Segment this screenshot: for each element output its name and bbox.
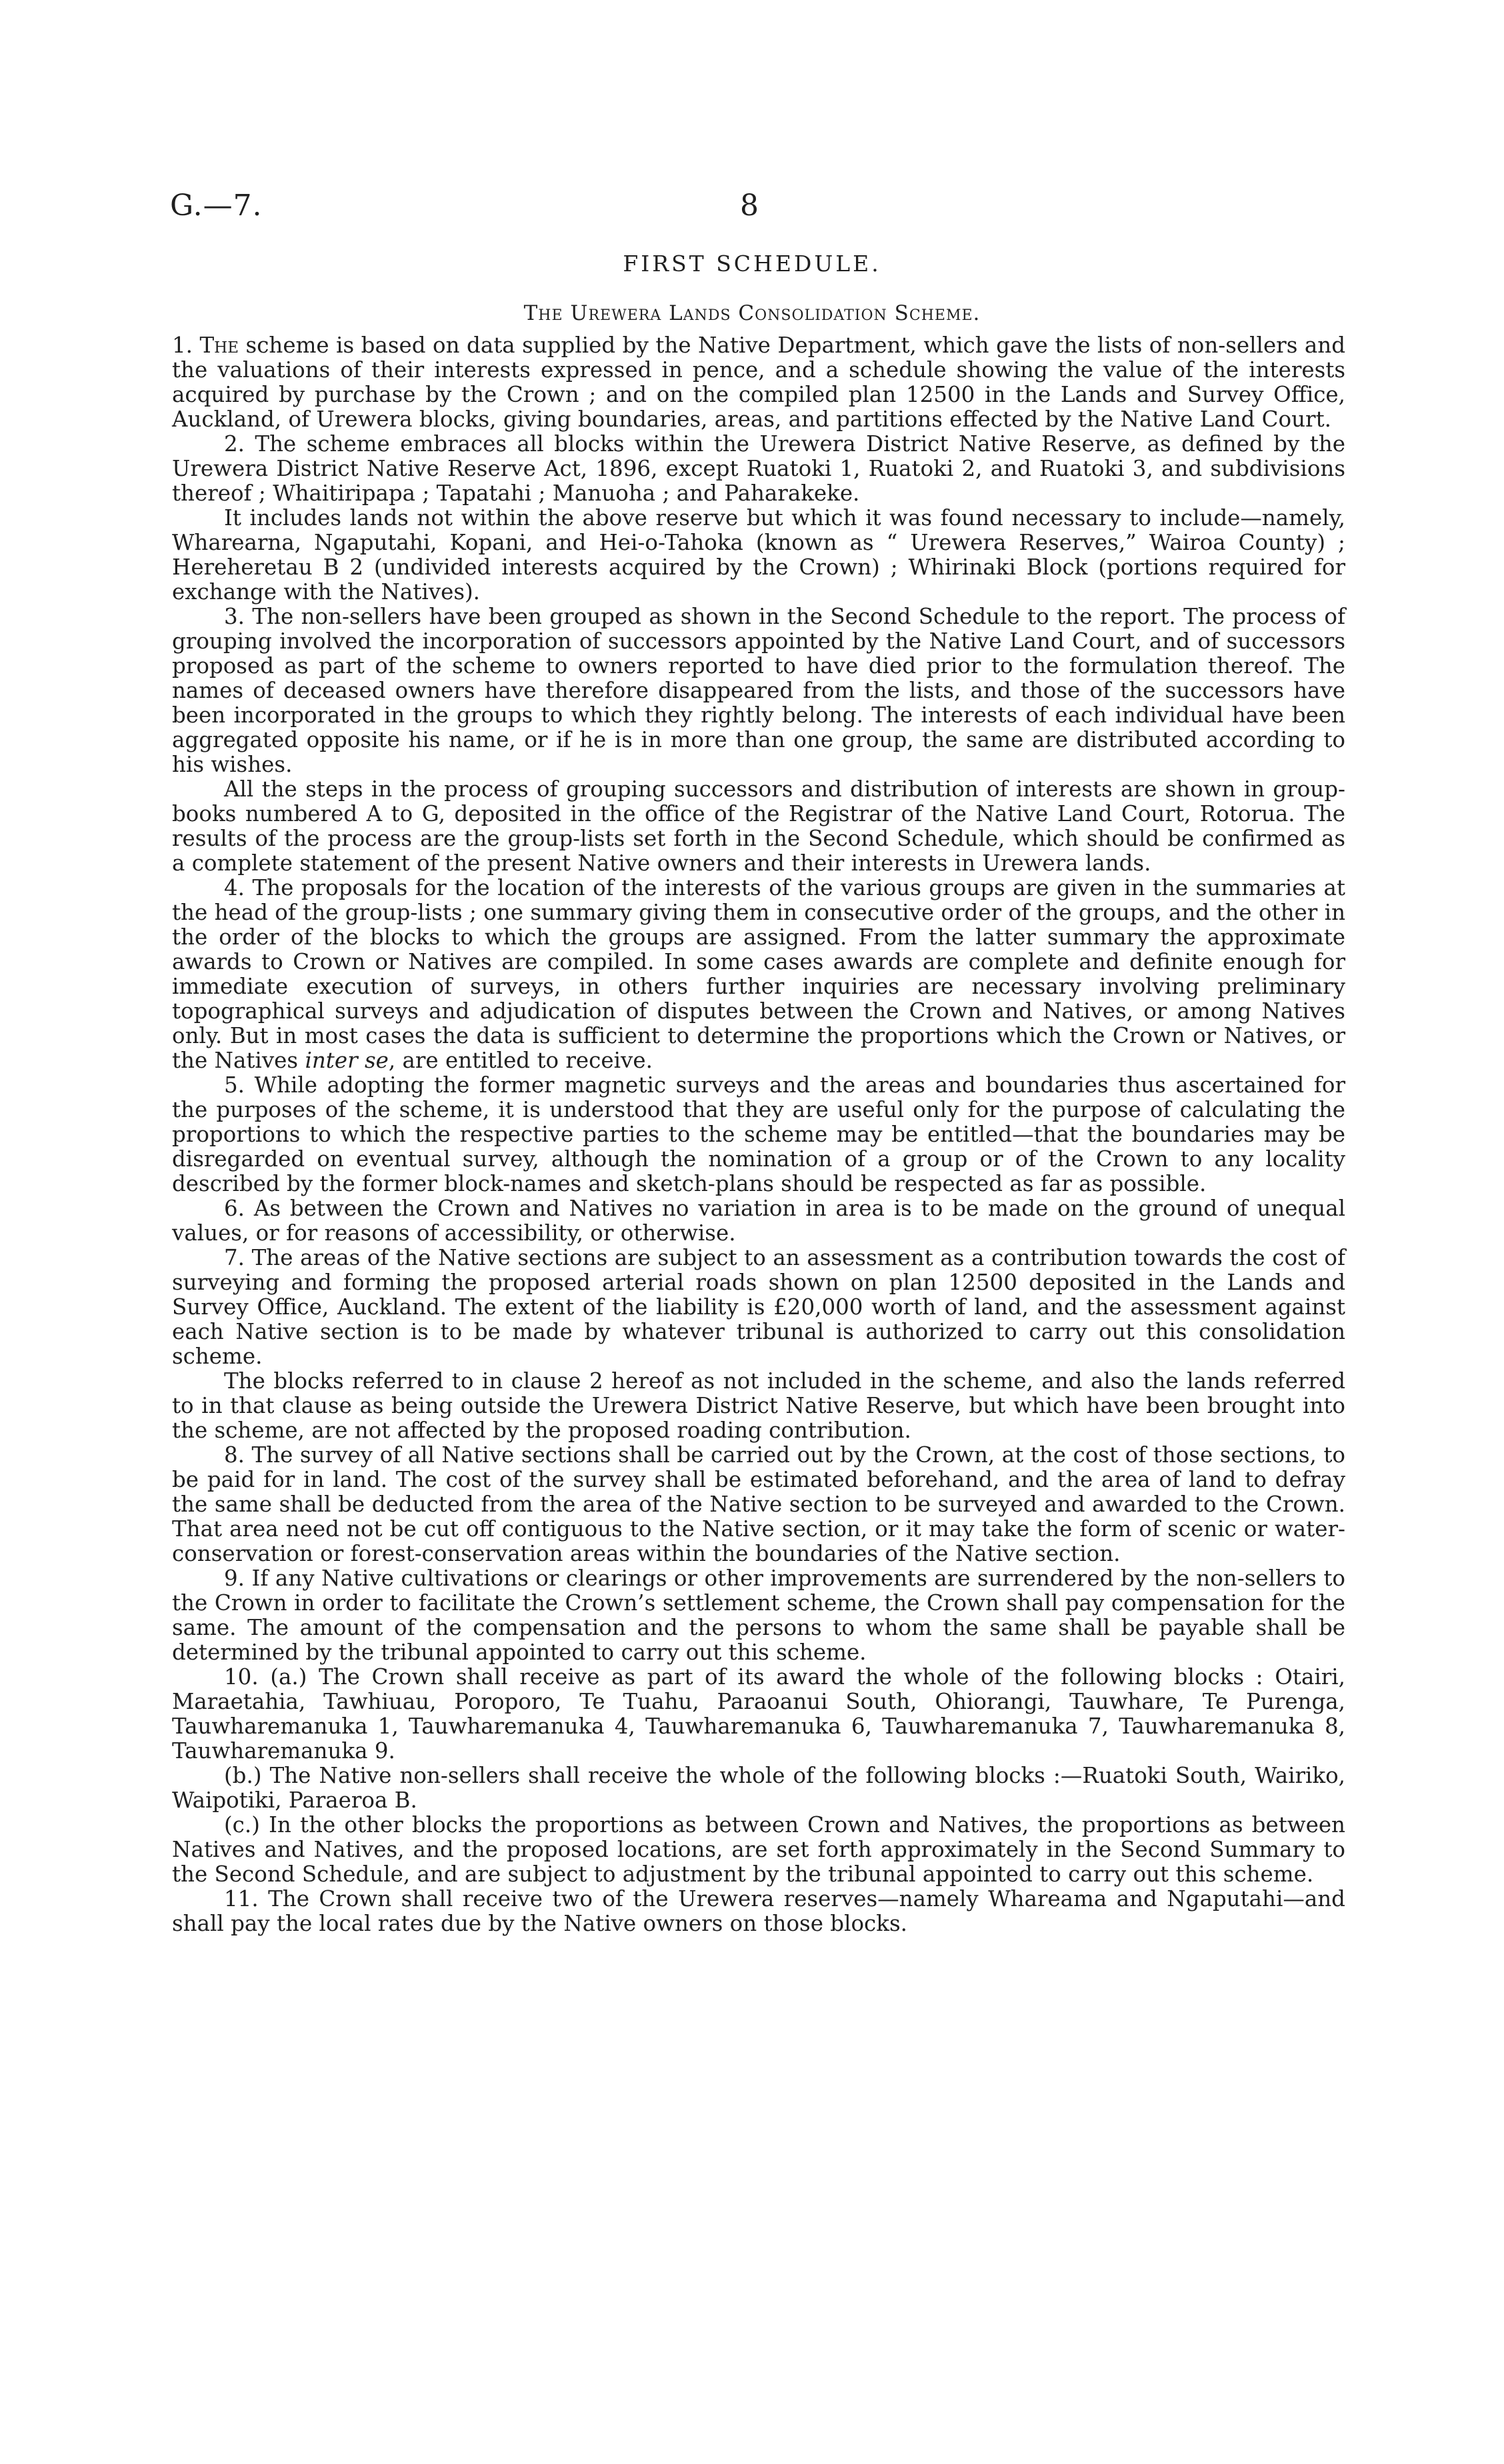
page-number: 8: [740, 189, 759, 223]
paragraph-2-continued: It includes lands not within the above reserve but which it was found necessary to include—namely, Wharearna, Ngaputahi, Kopani, and Hei-o-Tahoka (known as “ Urewera Reserves,” Wairoa County) ; Hereheretau B 2 (undivided interests acquired by the Crown) ; Whirinaki Block (portions required for exchange with the Natives).: [172, 505, 1345, 605]
paragraph-7-continued: The blocks referred to in clause 2 hereof as not included in the scheme, and also the lands referred to in that clause as being outside the Urewera District Native Reserve, but which have been brought into the scheme, are not affected by the proposed roading contribution.: [172, 1368, 1345, 1443]
paragraph-2: 2. The scheme embraces all blocks within the Urewera District Native Reserve, as defined by the Urewera District Native Reserve Act, 1896, except Ruatoki 1, Ruatoki 2, and Ruatoki 3, and subdivisions thereof ; Whaitiripapa ; Tapatahi ; Manuoha ; and Paharakeke.: [172, 431, 1345, 506]
paragraph-8: 8. The survey of all Native sections shall be carried out by the Crown, at the cost of those sections, to be paid for in land. The cost of the survey shall be estimated beforehand, and the area of land to defray the same shall be deducted from the area of the Native section to be surveyed and awarded to the Crown. That area need not be cut off contiguous to the Native section, or it may take the form of scenic or water-conservation or forest-conservation areas within the boundaries of the Native section.: [172, 1442, 1345, 1566]
paragraph-3-continued: All the steps in the process of grouping successors and distribution of interests are shown in group-books numbered A to G, deposited in the office of the Registrar of the Native Land Court, Rotorua. The results of the process are the group-lists set forth in the Second Schedule, which should be confirmed as a complete statement of the present Native owners and their interests in Urewera lands.: [172, 776, 1345, 876]
schedule-title: FIRST SCHEDULE.: [623, 251, 881, 277]
paragraph-1: 1. The scheme is based on data supplied by the Native Department, which gave the lists of non-sellers and the valuations of their interests expressed in pence, and a schedule showing the value of the interests acquired by purchase by the Crown ; and on the compiled plan 12500 in the Lands and Survey Office, Auckland, of Urewera blocks, giving boundaries, areas, and partitions effected by the Native Land Court.: [172, 333, 1345, 432]
paragraph-10c: (c.) In the other blocks the proportions as between Crown and Natives, the proportions as between Natives and Natives, and the proposed locations, are set forth approximately in the Second Summary to the Second Schedule, and are subject to adjustment by the tribunal appointed to carry out this scheme.: [172, 1812, 1345, 1887]
paragraph-7: 7. The areas of the Native sections are subject to an assessment as a contribution towards the cost of surveying and forming the proposed arterial roads shown on plan 12500 deposited in the Lands and Survey Office, Auckland. The extent of the liability is £20,000 worth of land, and the assessment against each Native section is to be made by whatever tribunal is authorized to carry out this consolidation scheme.: [172, 1245, 1345, 1369]
paragraph-3: 3. The non-sellers have been grouped as shown in the Second Schedule to the report. The process of grouping involved the incorporation of successors appointed by the Native Land Court, and of successors proposed as part of the scheme to owners reported to have died prior to the formulation thereof. The names of deceased owners have therefore disappeared from the lists, and those of the successors have been incorporated in the groups to which they rightly belong. The interests of each individual have been aggregated opposite his name, or if he is in more than one group, the same are distributed according to his wishes.: [172, 604, 1345, 777]
italic-term: inter se: [305, 1048, 389, 1073]
paragraph-lead-word: The: [199, 333, 239, 358]
paragraph-10b: (b.) The Native non-sellers shall receive the whole of the following blocks :—Ruatoki South, Wairiko, Waipotiki, Paraeroa B.: [172, 1763, 1345, 1813]
schedule-subtitle: The Urewera Lands Consolidation Scheme.: [523, 301, 981, 325]
paragraph-11: 11. The Crown shall receive two of the Urewera reserves—namely Whareama and Ngaputahi—and shall pay the local rates due by the Native owners on those blocks.: [172, 1886, 1345, 1936]
page-identifier: G.—7.: [170, 189, 263, 223]
paragraph-5: 5. While adopting the former magnetic surveys and the areas and boundaries thus ascertained for the purposes of the scheme, it is understood that they are useful only for the purpose of calculating the proportions to which the respective parties to the scheme may be entitled—that the boundaries may be disregarded on eventual survey, although the nomination of a group or of the Crown to any locality described by the former block-names and sketch-plans should be respected as far as possible.: [172, 1072, 1345, 1196]
paragraph-6: 6. As between the Crown and Natives no variation in area is to be made on the ground of unequal values, or for reasons of accessibility, or otherwise.: [172, 1196, 1345, 1246]
paragraph-4: 4. The proposals for the location of the interests of the various groups are given in the summaries at the head of the group-lists ; one summary giving them in consecutive order of the groups, and the other in the order of the blocks to which the groups are assigned. From the latter summary the approximate awards to Crown or Natives are compiled. In some cases awards are complete and definite enough for immediate execution of surveys, in others further inquiries are necessary involving preliminary topographical surveys and adjudication of disputes between the Crown and Natives, or among Natives only. But in most cases the data is sufficient to determine the proportions which the Crown or Natives, or the Natives inter se, are entitled to receive.: [172, 875, 1345, 1073]
schedule-body: [172, 333, 1345, 1936]
paragraph-10a: 10. (a.) The Crown shall receive as part of its award the whole of the following blocks : Otairi, Maraetahia, Tawhiuau, Poroporo, Te Tuahu, Paraoanui South, Ohiorangi, Tauwhare, Te Purenga, Tauwharemanuka 1, Tauwharemanuka 4, Tauwharemanuka 6, Tauwharemanuka 7, Tauwharemanuka 8, Tauwharemanuka 9.: [172, 1664, 1345, 1764]
paragraph-9: 9. If any Native cultivations or clearings or other improvements are surrendered by the non-sellers to the Crown in order to facilitate the Crown’s settlement scheme, the Crown shall pay compensation for the same. The amount of the compensation and the persons to whom the same shall be payable shall be determined by the tribunal appointed to carry out this scheme.: [172, 1566, 1345, 1665]
